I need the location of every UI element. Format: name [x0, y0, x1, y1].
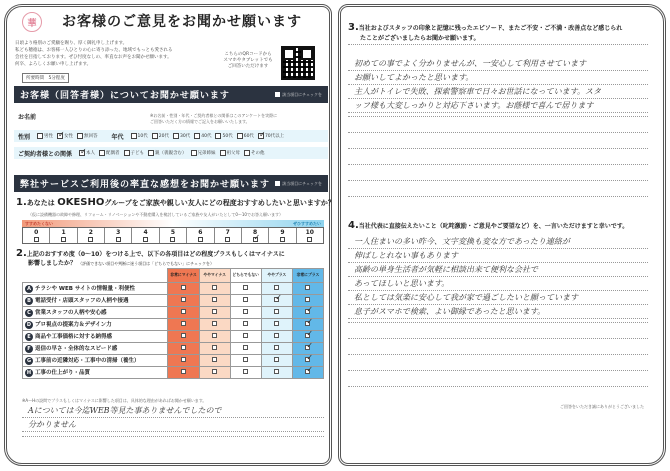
table-row: H 工事の仕上がり・品質 ✓	[23, 367, 324, 379]
scale-option-2[interactable]: 2	[78, 228, 105, 243]
q4-answer-line[interactable]: 私としては気楽に安心して我が家で過ごしたいと願っています	[348, 292, 648, 305]
qr-caption: こちらのQRコードから スマホやタブレットでも ご回答いただけます	[223, 52, 273, 69]
q3-answer-line[interactable]: ッフ様も大変しっかりと対応下さいます。お蔭様で喜んで居ります	[348, 100, 648, 113]
name-label: お名前	[18, 114, 37, 121]
table-row: E 商品や工事価格に対する納得感 ✓	[23, 331, 324, 343]
table-row: A チラシや WEB サイトの情報量・利便性	[23, 283, 324, 295]
q2-answer-line[interactable]	[22, 436, 324, 437]
q4-answer-line[interactable]: 高齢の単身生活者が気軽に相談出来て便利な会社で	[348, 264, 648, 277]
col-slightly-negative: ややマイナス	[199, 269, 230, 283]
privacy-note: ※お名前・性別・年代・ご契約者様との関係はこのアンケートを実際に ご回答いただく方の情報でご記入をお願いいたします。	[150, 113, 278, 124]
relation-option-parent[interactable]: 親（義親含む）	[148, 150, 187, 156]
age-option-60s[interactable]: 60代	[237, 133, 254, 139]
q3-answer-line[interactable]: 初めての事でよく分かりませんが、一安心して利用させています	[348, 58, 648, 71]
brand-name: OKESHO	[57, 197, 105, 208]
table-row: B 電話受付・店頭スタッフの人柄や接遇 ✓	[23, 295, 324, 307]
age-option-50s[interactable]: 50代	[215, 133, 232, 139]
q3-answer-line[interactable]	[348, 132, 648, 133]
q3-title: 3.当社およびスタッフの印象と記憶に残ったエピソード、またご不安・ご不満・改善点など感じられ	[348, 22, 623, 33]
col-neutral: どちらでもない	[230, 269, 261, 283]
gender-option-female[interactable]: ✓ 女性	[57, 133, 73, 139]
q3-title-line2: たことがございましたらお聞かせ願います。	[360, 35, 480, 42]
table-row: F 返信の早さ・全体的なスピード感 ✓	[23, 343, 324, 355]
gender-age-row: 性別 男性 ✓ 女性 無回答 年代 10代 20代 30代 40代 50代 60代 ✓ 70代以上	[14, 130, 328, 142]
scale-option-4[interactable]: 4	[132, 228, 159, 243]
q2-answer-line[interactable]: 分かりません	[22, 419, 324, 432]
qr-code-icon[interactable]	[281, 46, 315, 80]
q4-title: 4.当社代表に直接伝えたいこと（叱咤激励・ご意見やご要望など）を、一言いただけますと幸いです。	[348, 220, 629, 231]
scale-option-6[interactable]: 6	[187, 228, 214, 243]
q1-subtitle: （仮に設備機器の故障や修理、リフォーム・リノベーションや不動産購入を検討しているご家族や友人がいたとして0〜10でお答え願います）	[28, 212, 283, 217]
q1-scale-gradient: すすめたくない ぜひすすめたい	[22, 220, 324, 227]
duration-badge: 所要時間 5分程度	[22, 73, 69, 83]
relation-option-sibling[interactable]: 兄弟姉妹	[191, 150, 216, 156]
scale-option-0[interactable]: 0	[23, 228, 50, 243]
q2-title-line2: 影響しましたか？ （評価できない項目や判断に迷う項目は「どちらでもない」にチェックを）	[28, 260, 214, 267]
respondent-section-header: お客様（回答者様）についてお聞かせ願います 該当項目にチェックを	[14, 86, 328, 103]
gender-option-no-answer[interactable]: 無回答	[77, 133, 98, 139]
q4-answer-line[interactable]: 一人住まいの多い昨今、文字変換も変な方であったり連絡が	[348, 236, 648, 249]
age-option-30s[interactable]: 30代	[173, 133, 190, 139]
q3-answer-line[interactable]	[348, 148, 648, 149]
scale-option-5[interactable]: 5	[160, 228, 187, 243]
page-title: お客様のご意見をお聞かせ願います	[62, 14, 302, 30]
col-very-negative: 非常にマイナス	[168, 269, 199, 283]
scale-option-7[interactable]: 7	[215, 228, 242, 243]
q3-answer-line[interactable]: お願いしてよかったと思います。	[348, 72, 648, 85]
q4-answer-line[interactable]: 伸ばしとれない事もあります	[348, 250, 648, 263]
q4-answer-line[interactable]	[348, 322, 648, 323]
col-very-positive: 非常にプラス	[292, 269, 323, 283]
q3-answer-line[interactable]: 主人がトイレで失敗、探索警察車で日々お世話になっています。スタ	[348, 86, 648, 99]
age-option-70plus[interactable]: ✓ 70代以上	[258, 133, 284, 139]
q4-answer-line[interactable]	[348, 338, 648, 339]
gender-option-male[interactable]: 男性	[37, 133, 53, 139]
table-row: D プロ視点の提案力＆デザイン力 ✓	[23, 319, 324, 331]
scale-option-9[interactable]: 9	[269, 228, 296, 243]
q4-answer-line[interactable]: あってほしいと思います。	[348, 278, 648, 291]
table-row: G 工事前の近隣対応・工事中の清掃（養生） ✓	[23, 355, 324, 367]
relation-option-other[interactable]: その他	[244, 150, 265, 156]
relation-option-self[interactable]: ✓ 本人	[79, 150, 95, 156]
q4-answer-line[interactable]: 息子がスマホで検索、よい御縁であったと思います。	[348, 306, 648, 319]
company-stamp-icon: 華	[22, 12, 42, 32]
q4-answer-line[interactable]	[348, 386, 648, 387]
q4-answer-line[interactable]	[348, 370, 648, 371]
age-option-40s[interactable]: 40代	[194, 133, 211, 139]
q4-answer-line[interactable]	[348, 354, 648, 355]
impressions-section-header: 弊社サービスご利用後の率直な感想をお聞かせ願います 該当項目にチェックを	[14, 175, 328, 192]
q3-answer-line[interactable]	[348, 44, 648, 45]
thank-you-note: ご回答をいただき誠にありがとうございました	[560, 404, 644, 409]
relation-option-grandparent[interactable]: 祖父母	[220, 150, 241, 156]
scale-option-1[interactable]: 1	[50, 228, 77, 243]
age-option-20s[interactable]: 20代	[152, 133, 169, 139]
scale-option-10[interactable]: 10	[297, 228, 323, 243]
q2-reason-note: ※A〜Hの設問でプラスもしくはマイナスに影響した項目は、具体的な理由があればお聞かせ願います。	[22, 398, 207, 403]
col-slightly-positive: ややプラス	[261, 269, 292, 283]
q2-title: 2.上記のおすすめ度（0〜10）をつける上で、以下の各項目はどの程度プラスもしくはマイナスに	[16, 248, 285, 259]
check-icon	[275, 92, 280, 97]
scale-option-3[interactable]: 3	[105, 228, 132, 243]
q1-recommend-scale	[22, 227, 324, 244]
q3-answer-line[interactable]	[348, 116, 648, 117]
relation-row: ご契約者様との関係 ✓ 本人 配偶者 子ども 親（義親含む） 兄弟姉妹 祖父母 その他	[14, 147, 328, 159]
q3-answer-line[interactable]	[348, 164, 648, 165]
q3-answer-line[interactable]	[348, 196, 648, 197]
table-row: C 営業スタッフの人柄や安心感 ✓	[23, 307, 324, 319]
age-option-10s[interactable]: 10代	[131, 133, 148, 139]
relation-option-spouse[interactable]: 配偶者	[99, 150, 120, 156]
q2-answer-line[interactable]: Aについては今迄WEB等見た事ありませんでしたので	[22, 405, 324, 418]
scale-option-8[interactable]: 8 ✓	[242, 228, 269, 243]
intro-text: 日頃より格別のご愛顧を賜り、厚く御礼申し上げます。 私ども穂徳は、お客様一人ひとりの心に寄り添った、地域でもっとも愛される 会社を目指しております。ぜひ忖度なしの、率直なお声をお聞かせ願います。 何卒、よろしくお願い申し上げます。	[15, 41, 173, 67]
q3-answer-line[interactable]	[348, 180, 648, 181]
q1-title: 1.あなたは OKESHOグループをご家族や親しい友人にどの程度おすすめしたいと思いますか？	[16, 197, 335, 208]
check-icon	[275, 181, 280, 186]
q2-rating-table	[22, 268, 324, 379]
relation-option-child[interactable]: 子ども	[124, 150, 145, 156]
